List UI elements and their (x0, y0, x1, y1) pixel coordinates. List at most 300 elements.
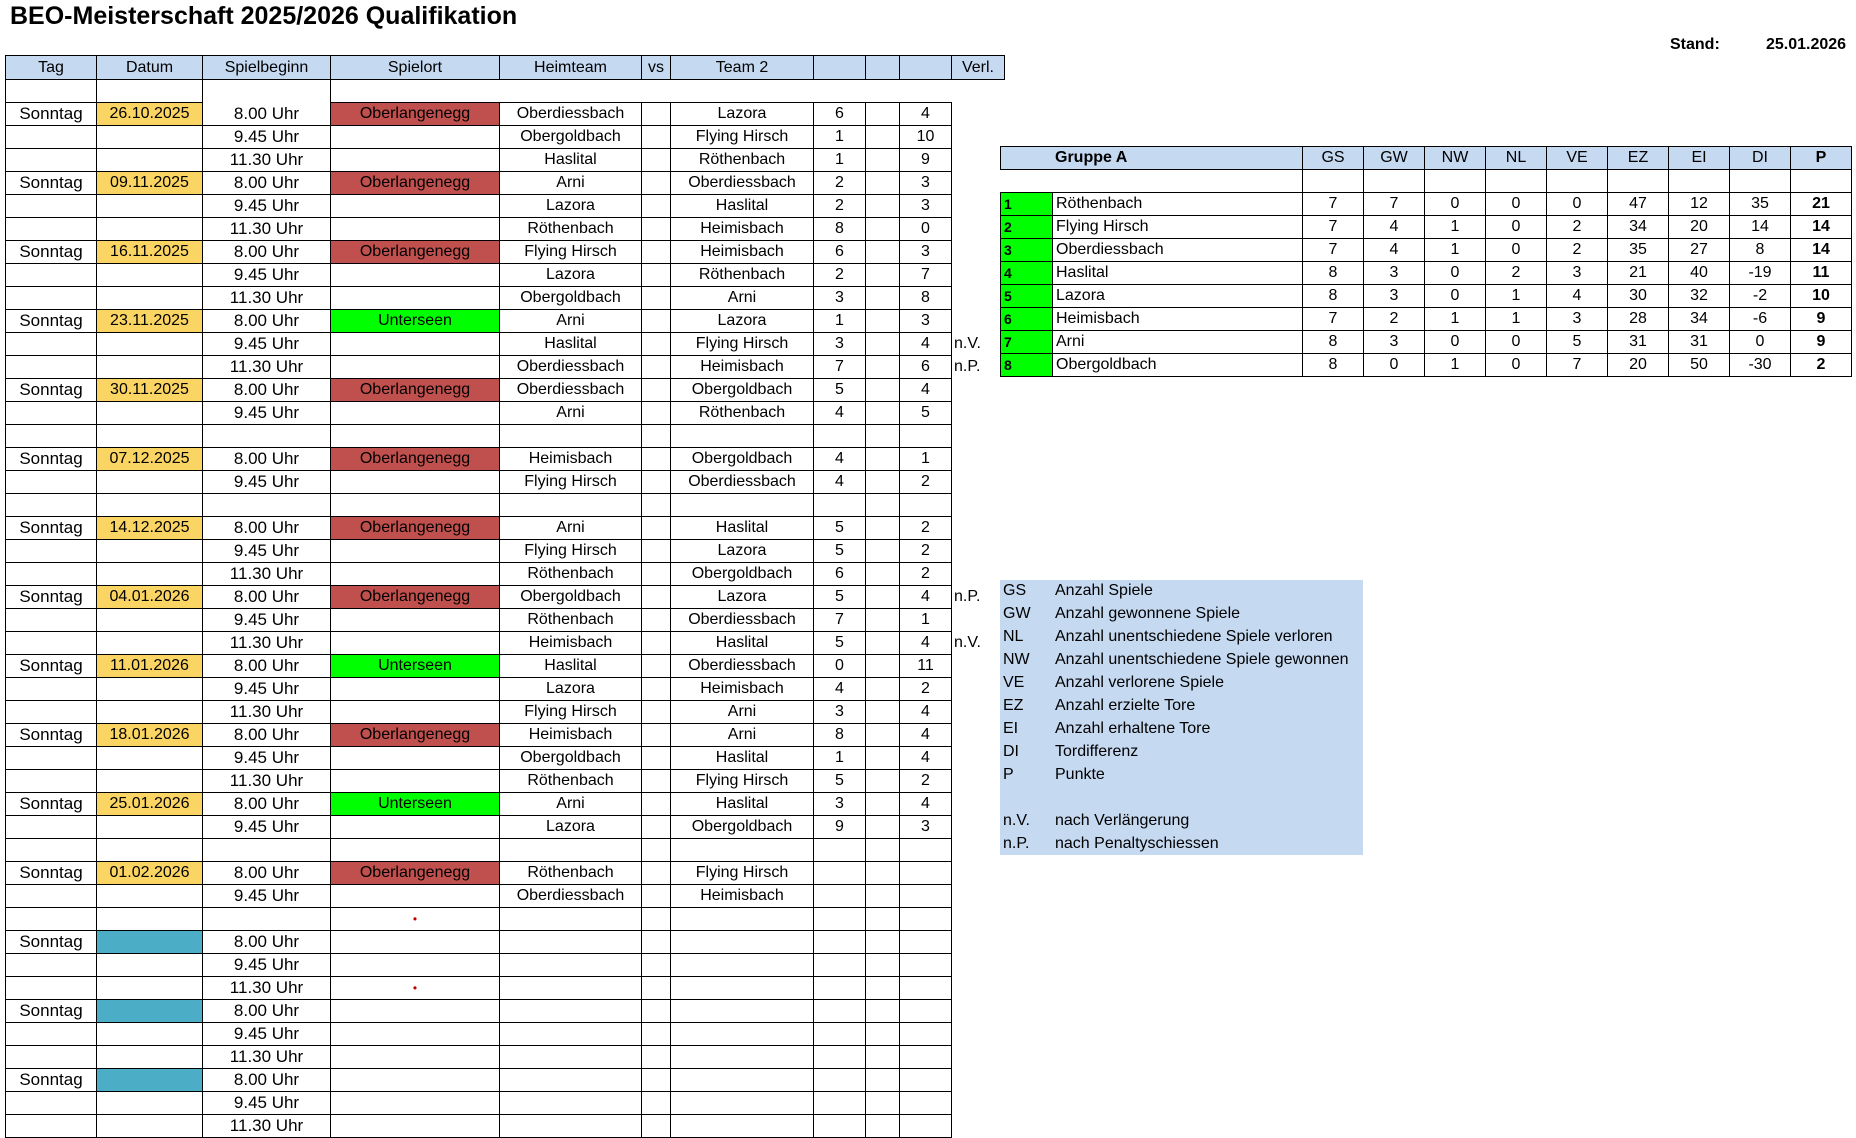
cell-datum: 30.11.2025 (97, 379, 203, 402)
cell-gap (866, 1046, 900, 1069)
cell-score-away: 2 (900, 678, 952, 701)
cell-team2 (671, 1000, 814, 1023)
cell-gap (866, 425, 900, 448)
cell-stat: 50 (1669, 354, 1730, 377)
cell-gap (866, 218, 900, 241)
cell-verl (952, 1092, 1005, 1115)
cell-datum (97, 816, 203, 839)
cell-score-away (900, 1000, 952, 1023)
cell-points: 21 (1791, 193, 1852, 216)
spacer-cell (1486, 170, 1547, 193)
cell-heimteam: Lazora (500, 195, 642, 218)
cell-verl (952, 609, 1005, 632)
cell-stat: 20 (1608, 354, 1669, 377)
cell-gap (866, 839, 900, 862)
schedule-row (6, 977, 1005, 1000)
cell-stat: -6 (1730, 308, 1791, 331)
cell-heimteam: Obergoldbach (500, 126, 642, 149)
cell-datum (97, 954, 203, 977)
spacer-cell (1608, 170, 1669, 193)
cell-team2: Haslital (671, 793, 814, 816)
cell-spielbeginn: 8.00 Uhr (203, 172, 331, 195)
cell-vs (642, 356, 671, 379)
cell-verl (952, 724, 1005, 747)
standings-row (1001, 239, 1852, 262)
cell-vs (642, 540, 671, 563)
cell-tag (6, 632, 97, 655)
group-title: Gruppe A (1001, 147, 1303, 170)
cell-datum (97, 356, 203, 379)
cell-vs (642, 977, 671, 1000)
cell-team2: Lazora (671, 103, 814, 126)
cell-tag (6, 839, 97, 862)
cell-verl (952, 770, 1005, 793)
cell-verl (952, 1115, 1005, 1138)
cell-score-home (814, 1092, 866, 1115)
cell-tag (6, 1023, 97, 1046)
cell-points: 14 (1791, 239, 1852, 262)
cell-stat: 7 (1303, 216, 1364, 239)
cell-score-home (814, 954, 866, 977)
cell-score-home: 1 (814, 126, 866, 149)
cell-tag (6, 908, 97, 931)
cell-gap (866, 908, 900, 931)
cell-team2 (671, 1046, 814, 1069)
cell-datum (97, 218, 203, 241)
schedule-row (6, 195, 1005, 218)
cell-score-away: 4 (900, 793, 952, 816)
cell-heimteam: Arni (500, 517, 642, 540)
cell-gap (866, 747, 900, 770)
cell-datum: 04.01.2026 (97, 586, 203, 609)
legend-item (1000, 787, 1363, 809)
cell-gap (866, 793, 900, 816)
cell-rank: 2 (1001, 216, 1053, 239)
cell-datum: 26.10.2025 (97, 103, 203, 126)
cell-gap (866, 80, 900, 103)
cell-verl (952, 494, 1005, 517)
spacer-cell (1303, 170, 1364, 193)
cell-team2 (671, 908, 814, 931)
cell-gap (866, 931, 900, 954)
cell-vs (642, 287, 671, 310)
standings-header-gs: GS (1303, 147, 1364, 170)
cell-gap (866, 379, 900, 402)
cell-tag (6, 402, 97, 425)
cell-team2 (671, 1023, 814, 1046)
schedule-row (6, 425, 1005, 448)
cell-stat: 0 (1425, 193, 1486, 216)
cell-gap (866, 655, 900, 678)
cell-stat: 47 (1608, 193, 1669, 216)
cell-spielort: Oberlangenegg (331, 448, 500, 471)
legend-item (1000, 649, 1363, 671)
cell-score-away (900, 885, 952, 908)
cell-vs (642, 724, 671, 747)
cell-stat: 2 (1547, 239, 1608, 262)
cell-score-home (814, 425, 866, 448)
cell-points: 9 (1791, 308, 1852, 331)
cell-gap (866, 1092, 900, 1115)
cell-gap (866, 701, 900, 724)
cell-score-away: 3 (900, 172, 952, 195)
cell-spielort: Oberlangenegg (331, 724, 500, 747)
cell-verl (952, 655, 1005, 678)
cell-gap (866, 563, 900, 586)
cell-verl (952, 126, 1005, 149)
cell-verl (952, 310, 1005, 333)
cell-spielort: Oberlangenegg (331, 241, 500, 264)
cell-tag (6, 885, 97, 908)
header-datum: Datum (97, 56, 203, 80)
cell-team: Haslital (1053, 262, 1303, 285)
cell-tag: Sonntag (6, 793, 97, 816)
cell-heimteam: Lazora (500, 264, 642, 287)
standings-table (1000, 146, 1852, 377)
cell-spielort (331, 287, 500, 310)
standings-header-gw: GW (1364, 147, 1425, 170)
cell-spielbeginn (203, 425, 331, 448)
cell-datum (97, 471, 203, 494)
cell-score-home: 4 (814, 448, 866, 471)
spacer-cell (1425, 170, 1486, 193)
cell-verl (952, 80, 1005, 103)
cell-score-away: 1 (900, 448, 952, 471)
cell-spielbeginn: 9.45 Uhr (203, 264, 331, 287)
cell-stat: 1 (1425, 354, 1486, 377)
cell-verl (952, 172, 1005, 195)
cell-verl (952, 425, 1005, 448)
cell-verl (952, 701, 1005, 724)
cell-score-away: 6 (900, 356, 952, 379)
cell-tag (6, 471, 97, 494)
cell-gap (866, 241, 900, 264)
cell-stat: 8 (1730, 239, 1791, 262)
cell-vs (642, 471, 671, 494)
cell-team: Röthenbach (1053, 193, 1303, 216)
cell-datum (97, 195, 203, 218)
schedule-row (6, 80, 1005, 103)
cell-spielort (331, 632, 500, 655)
cell-heimteam: Flying Hirsch (500, 471, 642, 494)
cell-datum (97, 1092, 203, 1115)
cell-verl: n.V. (954, 634, 981, 651)
cell-spielbeginn: 8.00 Uhr (203, 103, 331, 126)
schedule-row (6, 448, 1005, 471)
cell-verl (952, 471, 1005, 494)
cell-stat: 8 (1303, 262, 1364, 285)
cell-spielbeginn: 8.00 Uhr (203, 586, 331, 609)
cell-verl (952, 1046, 1005, 1069)
cell-score-home: 5 (814, 632, 866, 655)
cell-spielort: Oberlangenegg (331, 517, 500, 540)
cell-spielbeginn: 8.00 Uhr (203, 517, 331, 540)
legend-key: NW (1003, 651, 1030, 668)
cell-team2 (671, 1069, 814, 1092)
cell-stat: 1 (1425, 239, 1486, 262)
legend-key: EZ (1003, 697, 1024, 714)
cell-gap (866, 126, 900, 149)
cell-stat: 3 (1364, 331, 1425, 354)
cell-stat: 2 (1364, 308, 1425, 331)
legend-key: GS (1003, 582, 1027, 599)
cell-heimteam: Arni (500, 310, 642, 333)
legend-item (1000, 741, 1363, 763)
cell-spielbeginn: 11.30 Uhr (203, 356, 331, 379)
cell-score-away: 8 (900, 287, 952, 310)
cell-score-home: 6 (814, 103, 866, 126)
schedule-row (6, 540, 1005, 563)
cell-score-home: 2 (814, 172, 866, 195)
cell-spielbeginn: 9.45 Uhr (203, 402, 331, 425)
cell-datum: 01.02.2026 (97, 862, 203, 885)
cell-vs (642, 1069, 671, 1092)
schedule-row (6, 954, 1005, 977)
legend-text: Tordifferenz (1055, 743, 1139, 760)
cell-tag (6, 1046, 97, 1069)
legend-item (1000, 810, 1363, 832)
cell-gap (866, 885, 900, 908)
cell-rank: 5 (1001, 285, 1053, 308)
cell-vs (642, 1046, 671, 1069)
cell-spielort (331, 563, 500, 586)
cell-team2: Haslital (671, 747, 814, 770)
cell-score-home: 4 (814, 678, 866, 701)
cell-spielort (331, 425, 500, 448)
cell-heimteam (500, 839, 642, 862)
legend-item (1000, 626, 1363, 648)
cell-heimteam (500, 494, 642, 517)
cell-score-home: 1 (814, 310, 866, 333)
schedule-row (6, 379, 1005, 402)
cell-stat: 31 (1608, 331, 1669, 354)
cell-datum (97, 425, 203, 448)
spacer-cell (1791, 170, 1852, 193)
cell-vs (642, 747, 671, 770)
cell-vs (642, 678, 671, 701)
cell-score-home (814, 862, 866, 885)
cell-stat: 2 (1486, 262, 1547, 285)
cell-tag (6, 494, 97, 517)
legend-key: EI (1003, 720, 1019, 737)
cell-heimteam: Heimisbach (500, 724, 642, 747)
cell-score-away (900, 425, 952, 448)
cell-vs (642, 563, 671, 586)
cell-vs (642, 1023, 671, 1046)
cell-spielort: Oberlangenegg (331, 172, 500, 195)
cell-verl (952, 149, 1005, 172)
cell-score-home: 1 (814, 747, 866, 770)
cell-team2: Heimisbach (671, 885, 814, 908)
cell-spielort (331, 908, 500, 931)
cell-vs (642, 517, 671, 540)
cell-datum: 16.11.2025 (97, 241, 203, 264)
cell-score-home (814, 908, 866, 931)
legend-key: n.P. (1003, 835, 1030, 852)
cell-score-away (900, 1023, 952, 1046)
cell-verl (952, 448, 1005, 471)
cell-score-away: 9 (900, 149, 952, 172)
cell-spielbeginn: 8.00 Uhr (203, 793, 331, 816)
cell-score-away: 4 (900, 333, 952, 356)
cell-spielort (331, 494, 500, 517)
cell-vs (642, 770, 671, 793)
cell-verl (952, 954, 1005, 977)
legend-box (1000, 580, 1363, 855)
cell-heimteam: Flying Hirsch (500, 241, 642, 264)
cell-spielbeginn (203, 80, 331, 103)
cell-spielort (331, 747, 500, 770)
cell-vs (642, 103, 671, 126)
cell-spielbeginn: 11.30 Uhr (203, 563, 331, 586)
cell-spielbeginn: 9.45 Uhr (203, 471, 331, 494)
cell-heimteam (500, 908, 642, 931)
legend-item (1000, 580, 1363, 602)
schedule-row (6, 747, 1005, 770)
cell-spielbeginn: 8.00 Uhr (203, 1069, 331, 1092)
cell-stat: 8 (1303, 331, 1364, 354)
cell-stat: 7 (1547, 354, 1608, 377)
cell-spielbeginn (203, 839, 331, 862)
cell-heimteam: Heimisbach (500, 632, 642, 655)
legend-text: nach Verlängerung (1055, 812, 1190, 829)
cell-gap (866, 310, 900, 333)
cell-heimteam: Haslital (500, 333, 642, 356)
cell-spielbeginn: 8.00 Uhr (203, 1000, 331, 1023)
cell-team2: Haslital (671, 195, 814, 218)
schedule-row (6, 1092, 1005, 1115)
cell-heimteam: Arni (500, 172, 642, 195)
legend-text: Anzahl verlorene Spiele (1055, 674, 1224, 691)
cell-spielort (331, 954, 500, 977)
cell-score-home: 5 (814, 586, 866, 609)
cell-datum (97, 333, 203, 356)
cell-datum (97, 80, 203, 103)
cell-spielort (331, 264, 500, 287)
cell-stat: 1 (1425, 308, 1486, 331)
cell-stat: 3 (1364, 262, 1425, 285)
cell-stat: 0 (1730, 331, 1791, 354)
schedule-row (6, 517, 1005, 540)
schedule-row (6, 241, 1005, 264)
cell-team2 (671, 80, 814, 103)
schedule-row (6, 678, 1005, 701)
legend-text: Anzahl unentschiedene Spiele gewonnen (1055, 651, 1349, 668)
header-blank (866, 56, 900, 80)
cell-datum: 11.01.2026 (97, 655, 203, 678)
cell-vs (642, 264, 671, 287)
cell-stat: 34 (1669, 308, 1730, 331)
cell-heimteam: Oberdiessbach (500, 379, 642, 402)
cell-score-away: 5 (900, 402, 952, 425)
cell-verl (952, 287, 1005, 310)
cell-spielort (331, 333, 500, 356)
cell-team2: Haslital (671, 632, 814, 655)
cell-vs (642, 954, 671, 977)
cell-spielort (331, 931, 500, 954)
cell-team2 (671, 1115, 814, 1138)
cell-score-home: 5 (814, 379, 866, 402)
cell-score-home: 7 (814, 609, 866, 632)
cell-spielort (331, 471, 500, 494)
schedule-row (6, 931, 1005, 954)
cell-team2: Heimisbach (671, 678, 814, 701)
cell-score-home: 0 (814, 655, 866, 678)
cell-verl (952, 1000, 1005, 1023)
cell-spielbeginn: 8.00 Uhr (203, 931, 331, 954)
cell-datum (97, 747, 203, 770)
cell-heimteam: Obergoldbach (500, 747, 642, 770)
schedule-row (6, 333, 1005, 356)
cell-score-home (814, 1023, 866, 1046)
cell-heimteam: Oberdiessbach (500, 356, 642, 379)
cell-stat: 40 (1669, 262, 1730, 285)
cell-heimteam: Röthenbach (500, 609, 642, 632)
legend-item (1000, 603, 1363, 625)
legend-text: Punkte (1055, 766, 1105, 783)
cell-spielort (331, 1069, 500, 1092)
cell-team2: Heimisbach (671, 241, 814, 264)
cell-heimteam: Röthenbach (500, 862, 642, 885)
cell-points: 2 (1791, 354, 1852, 377)
schedule-row (6, 632, 1005, 655)
cell-tag (6, 609, 97, 632)
cell-gap (866, 1000, 900, 1023)
cell-datum (97, 1046, 203, 1069)
header-spielbeginn: Spielbeginn (203, 56, 331, 80)
cell-score-home: 2 (814, 264, 866, 287)
cell-spielbeginn: 8.00 Uhr (203, 310, 331, 333)
cell-stat: 1 (1425, 216, 1486, 239)
cell-score-home (814, 977, 866, 1000)
cell-datum: 09.11.2025 (97, 172, 203, 195)
cell-vs (642, 1115, 671, 1138)
schedule-row (6, 126, 1005, 149)
legend-item (1000, 695, 1363, 717)
cell-datum (97, 770, 203, 793)
cell-verl (952, 402, 1005, 425)
cell-stat: 12 (1669, 193, 1730, 216)
cell-gap (866, 540, 900, 563)
cell-verl (952, 885, 1005, 908)
cell-score-home: 3 (814, 793, 866, 816)
cell-score-away (900, 1046, 952, 1069)
cell-score-away (900, 862, 952, 885)
cell-stat: 0 (1486, 239, 1547, 262)
cell-team2: Obergoldbach (671, 816, 814, 839)
cell-score-away: 4 (900, 379, 952, 402)
cell-tag: Sonntag (6, 172, 97, 195)
cell-points: 11 (1791, 262, 1852, 285)
standings-header-ve: VE (1547, 147, 1608, 170)
schedule-row (6, 356, 1005, 379)
legend-text: Anzahl Spiele (1055, 582, 1153, 599)
cell-vs (642, 701, 671, 724)
cell-spielbeginn: 9.45 Uhr (203, 609, 331, 632)
legend-key: NL (1003, 628, 1024, 645)
cell-heimteam: Röthenbach (500, 563, 642, 586)
cell-score-away: 3 (900, 816, 952, 839)
standings-header-nl: NL (1486, 147, 1547, 170)
cell-spielort: Unterseen (331, 793, 500, 816)
cell-tag (6, 149, 97, 172)
cell-team2: Röthenbach (671, 402, 814, 425)
cell-tag (6, 1115, 97, 1138)
cell-datum (97, 563, 203, 586)
cell-score-home: 8 (814, 724, 866, 747)
cell-verl (952, 747, 1005, 770)
cell-tag (6, 563, 97, 586)
